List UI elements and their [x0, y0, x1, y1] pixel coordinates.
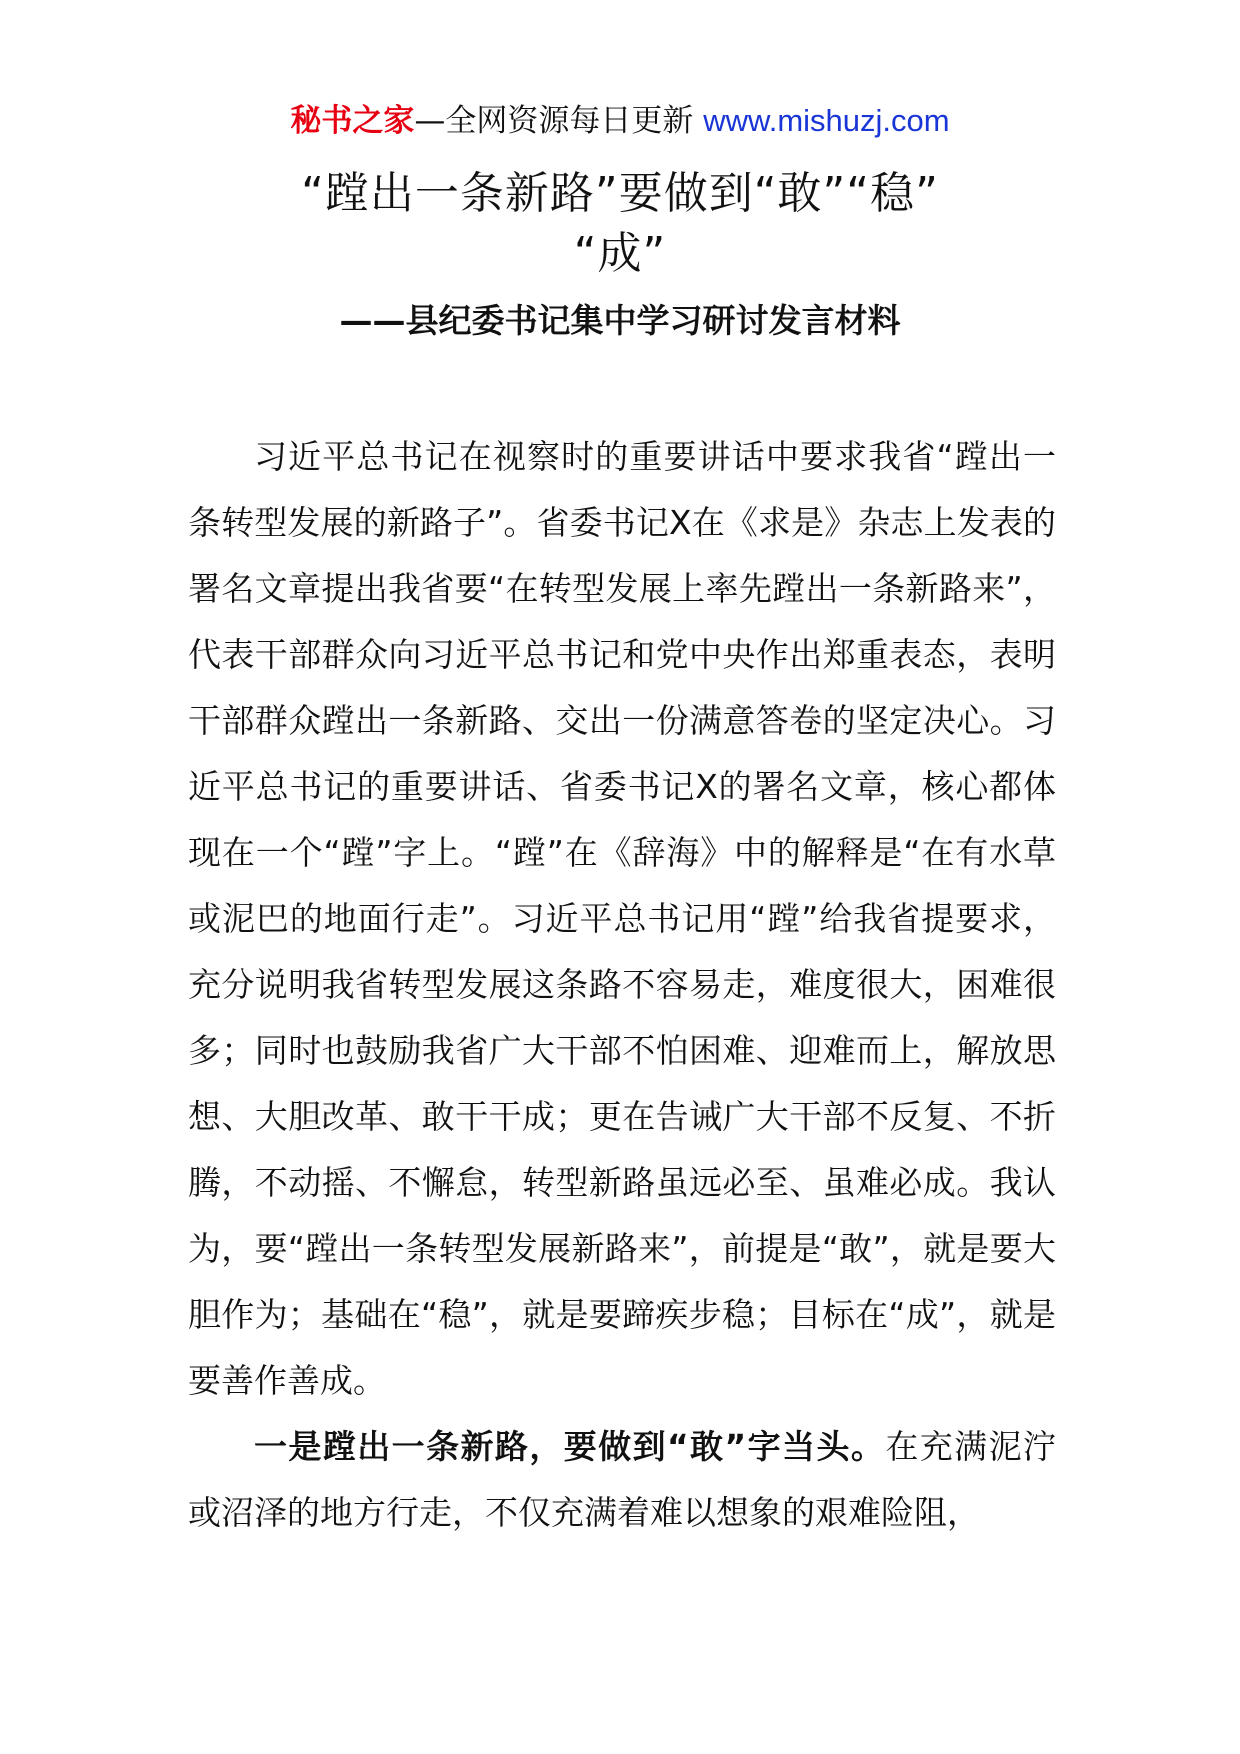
title-line-1: “蹚出一条新路”要做到“敢”“稳”	[301, 168, 939, 219]
paragraph-text: 在充满泥泞或沼泽的地方行走，不仅充满着难以想象的艰难险阻，	[188, 1427, 1056, 1532]
site-url-link[interactable]: www.mishuzj.com	[703, 103, 950, 138]
body-paragraph: 习近平总书记在视察时的重要讲话中要求我省“蹚出一条转型发展的新路子”。省委书记X在《求是》杂志上发表的署名文章提出我省要“在转型发展上率先蹚出一条新路来”，代表干部群众向习近平总书记和党中央作出郑重表态，表明干部群众蹚出一条新路、交出一份满意答卷的坚定决心。习近平总书记的重要讲话、省委书记X的署名文章，核心都体现在一个“蹚”字上。“蹚”在《辞海》中的解释是“在有水草或泥巴的地面行走”。习近平总书记用“蹚”给我省提要求，充分说明我省转型发展这条路不容易走，难度很大，困难很多；同时也鼓励我省广大干部不怕困难、迎难而上，解放思想、大胆改革、敢干干成；更在告诫广大干部不反复、不折腾，不动摇、不懈怠，转型新路虽远必至、虽难必成。我认为，要“蹚出一条转型发展新路来”，前提是“敢”，就是要大胆作为；基础在“稳”，就是要蹄疾步稳；目标在“成”，就是要善作善成。	[188, 437, 1056, 1400]
body-paragraph	[188, 1414, 1056, 1546]
document-title	[150, 164, 1090, 284]
header-slogan: —全网资源每日更新	[414, 103, 704, 139]
paragraph-lead-heading: 一是蹚出一条新路，要做到“敢”字当头。	[254, 1427, 886, 1466]
site-header	[0, 100, 1240, 142]
document-body	[188, 424, 1056, 1546]
brand-name: 秘书之家	[290, 103, 415, 139]
document-subtitle: ——县纪委书记集中学习研讨发言材料	[339, 301, 901, 340]
title-line-2: “成”	[573, 228, 667, 279]
